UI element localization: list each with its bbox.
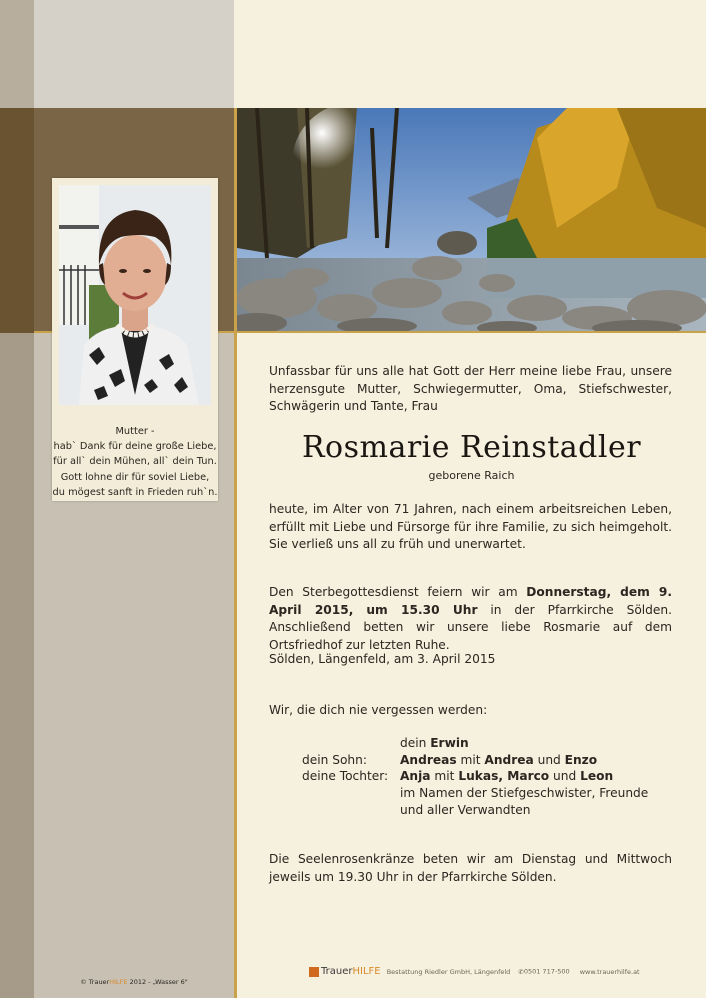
life-text: heute, im Alter von 71 Jahren, nach einem arbeitsreichen Leben, erfüllt mit Liebe und Fürsorge für ihre Familie, zu sich heimgeholt. Sie verließ uns all zu früh und unerwartet. — [269, 502, 672, 552]
poem-line: hab` Dank für deine große Liebe, — [53, 441, 217, 453]
connector: und — [549, 769, 581, 783]
intro-text: Unfassbar für uns alle hat Gott der Herr meine liebe Frau, unsere herzensgute Mutter, Schwiegermutter, Oma, Stiefschwester, Schwägerin und Tante, Frau — [269, 364, 672, 414]
phone-icon: ✆ — [518, 967, 524, 976]
mourners-intro: Wir, die dich nie vergessen werden: — [269, 703, 488, 717]
company-footer — [309, 966, 689, 977]
son-partner-name: Andrea — [484, 753, 534, 767]
portrait-card — [52, 178, 218, 501]
copyright-brand: HILFE — [109, 978, 128, 986]
poem-line: für all` dein Mühen, all` dein Tun. — [53, 456, 217, 468]
gold-divider-right — [237, 331, 706, 333]
connector: mit — [456, 753, 485, 767]
daughter-children-names: Lukas, Marco — [458, 769, 550, 783]
service-time: um 15.30 Uhr — [366, 602, 478, 617]
copyright-prefix: © Trauer — [80, 978, 110, 986]
place-date: Sölden, Längenfeld, am 3. April 2015 — [269, 652, 496, 666]
son-label: dein Sohn: — [302, 753, 367, 767]
daughter-child-name: Leon — [580, 769, 614, 783]
others-line-2: und aller Verwandten — [400, 803, 531, 817]
sidebar-column-top — [34, 0, 234, 108]
mountain-river-landscape-image — [237, 108, 706, 331]
poem-line: Mutter - — [115, 426, 155, 437]
husband-name: Erwin — [430, 736, 469, 750]
son-name: Andreas — [400, 753, 457, 767]
trauerhilfe-logo-icon — [309, 967, 319, 977]
poem — [52, 424, 218, 500]
rosary-text: Die Seelenrosenkränze beten wir am Dienstag und Mittwoch jeweils um 19.30 Uhr in der Pfarrkirche Sölden. — [269, 852, 672, 884]
son-value — [400, 752, 690, 769]
others-line-1: im Namen der Stiefgeschwister, Freunde — [400, 786, 649, 800]
maiden-name: geborene Raich — [428, 469, 515, 482]
family-husband — [400, 735, 690, 752]
left-stripe-band — [0, 108, 34, 333]
connector: mit — [430, 769, 459, 783]
company-name: Bestattung Riedler GmbH, Längenfeld — [386, 967, 511, 976]
service-date: Donnerstag, dem 9. April 2015, — [269, 585, 672, 617]
daughter-value — [400, 768, 690, 785]
son-child-name: Enzo — [564, 753, 598, 767]
service-post: in der Pfarrkirche Sölden. Anschließend betten wir unsere liebe Rosmarie auf dem Ortsfriedhof zur letzten Ruhe. — [269, 602, 672, 652]
connector: und — [533, 753, 565, 767]
copyright-suffix: 2012 - „Wasser 6" — [127, 978, 188, 986]
copyright-footer — [34, 978, 234, 986]
service-text — [269, 584, 672, 654]
husband-prefix: dein — [400, 736, 431, 750]
poem-line: Gott lohne dir für soviel Liebe, — [60, 471, 210, 483]
website-link[interactable]: www.trauerhilfe.at — [579, 967, 640, 976]
daughter-label: deine Tochter: — [302, 769, 389, 783]
phone-number: 0501 717-500 — [523, 967, 570, 976]
service-pre: Den Sterbegottesdienst feiern wir am — [269, 585, 527, 599]
portrait-photo — [59, 185, 211, 405]
logo-text-hilfe: HILFE — [352, 966, 381, 977]
left-stripe-top — [0, 0, 34, 108]
logo-text-trauer: Trauer — [321, 966, 353, 977]
deceased-name: Rosmarie Reinstadler — [301, 430, 642, 465]
daughter-name: Anja — [400, 769, 431, 783]
poem-line: du mögest sanft in Frieden ruh`n. — [52, 486, 218, 498]
